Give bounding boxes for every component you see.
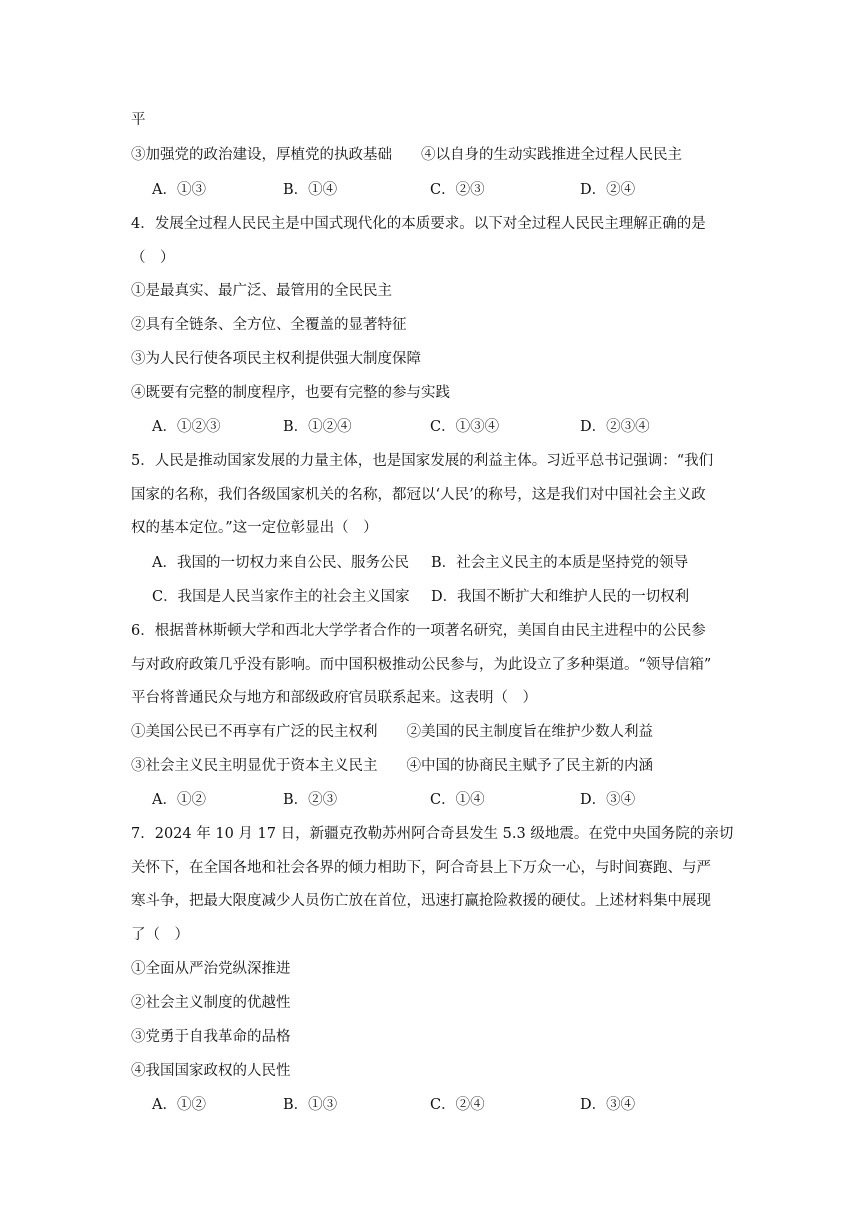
q4-statement-2: ②具有全链条、全方位、全覆盖的显著特征 xyxy=(131,317,407,333)
q6-option-c[interactable]: C．①④ xyxy=(430,792,485,808)
q3-option-a[interactable]: A．①③ xyxy=(152,182,206,198)
q4-option-a[interactable]: A．①②③ xyxy=(152,419,221,435)
q7-statement-4: ④我国国家政权的人民性 xyxy=(131,1063,291,1079)
q3-option-c[interactable]: C．②③ xyxy=(430,182,485,198)
q4-statement-4: ④既要有完整的制度程序，也要有完整的参与实践 xyxy=(131,385,450,401)
q3-option-d[interactable]: D．②④ xyxy=(580,182,636,198)
q6-option-d[interactable]: D．③④ xyxy=(580,792,636,808)
q4-stem-line-1: 4．发展全过程人民民主是中国式现代化的本质要求。以下对全过程人民民主理解正确的是 xyxy=(131,216,706,232)
q7-option-d[interactable]: D．③④ xyxy=(580,1097,636,1113)
q5-option-a[interactable]: A．我国的一切权力来自公民、服务公民 xyxy=(152,555,409,571)
q4-option-d[interactable]: D．②③④ xyxy=(580,419,650,435)
q5-option-c[interactable]: C．我国是人民当家作主的社会主义国家 xyxy=(152,589,410,605)
q4-statement-1: ①是最真实、最广泛、最管用的全民民主 xyxy=(131,283,392,299)
q5-option-b[interactable]: B．社会主义民主的本质是坚持党的领导 xyxy=(431,555,689,571)
q6-option-b[interactable]: B．②③ xyxy=(283,792,338,808)
q3-statements-3-4: ③加强党的政治建设，厚植党的执政基础 ④以自身的生动实践推进全过程人民民主 xyxy=(131,147,682,163)
q4-statement-3: ③为人民行使各项民主权利提供强大制度保障 xyxy=(131,351,421,367)
q6-stem-line-1: 6．根据普林斯顿大学和西北大学学者合作的一项著名研究，美国自由民主进程中的公民参 xyxy=(131,623,706,639)
q3-option-b[interactable]: B．①④ xyxy=(283,182,338,198)
q7-stem-line-1: 7．2024 年 10 月 17 日，新疆克孜勒苏州阿合奇县发生 5.3 级地震。在党中央国务院的亲切 xyxy=(131,826,734,842)
q7-option-b[interactable]: B．①③ xyxy=(283,1097,338,1113)
q6-stem-line-3: 平台将普通民众与地方和部级政府官员联系起来。这表明（ ） xyxy=(131,690,537,706)
q7-option-a[interactable]: A．①② xyxy=(152,1097,206,1113)
q6-option-a[interactable]: A．①② xyxy=(152,792,206,808)
q7-option-c[interactable]: C．②④ xyxy=(430,1097,485,1113)
q7-statement-1: ①全面从严治党纵深推进 xyxy=(131,961,291,977)
q6-statements-1-2: ①美国公民已不再享有广泛的民主权利 ②美国的民主制度旨在维护少数人利益 xyxy=(131,724,653,740)
q7-stem-line-4: 了（ ） xyxy=(131,927,189,943)
q5-option-d[interactable]: D．我国不断扩大和维护人民的一切权利 xyxy=(431,589,690,605)
q5-stem-line-1: 5．人民是推动国家发展的力量主体，也是国家发展的利益主体。习近平总书记强调：“我们 xyxy=(131,453,714,469)
q4-stem-line-2: （ ） xyxy=(131,250,175,266)
q5-stem-line-2: 国家的名称，我们各级国家机关的名称，都冠以‘人民’的称号，这是我们对中国社会主义政 xyxy=(131,487,706,503)
q7-statement-2: ②社会主义制度的优越性 xyxy=(131,995,291,1011)
q6-stem-line-2: 与对政府政策几乎没有影响。而中国积极推动公民参与，为此设立了多种渠道。“领导信箱” xyxy=(131,657,712,673)
q5-stem-line-3: 权的基本定位。”这一定位彰显出（ ） xyxy=(131,520,378,536)
q7-statement-3: ③党勇于自我革命的品格 xyxy=(131,1029,291,1045)
q7-stem-line-2: 关怀下，在全国各地和社会各界的倾力相助下，阿合奇县上下万众一心，与时间赛跑、与严 xyxy=(131,860,711,876)
q4-option-b[interactable]: B．①②④ xyxy=(283,419,352,435)
q6-statements-3-4: ③社会主义民主明显优于资本主义民主 ④中国的协商民主赋予了民主新的内涵 xyxy=(131,758,653,774)
q3-continuation: 平 xyxy=(131,112,146,128)
q4-option-c[interactable]: C．①③④ xyxy=(430,419,500,435)
q7-stem-line-3: 寒斗争，把最大限度减少人员伤亡放在首位，迅速打赢抢险救援的硬仗。上述材料集中展现 xyxy=(131,893,711,909)
